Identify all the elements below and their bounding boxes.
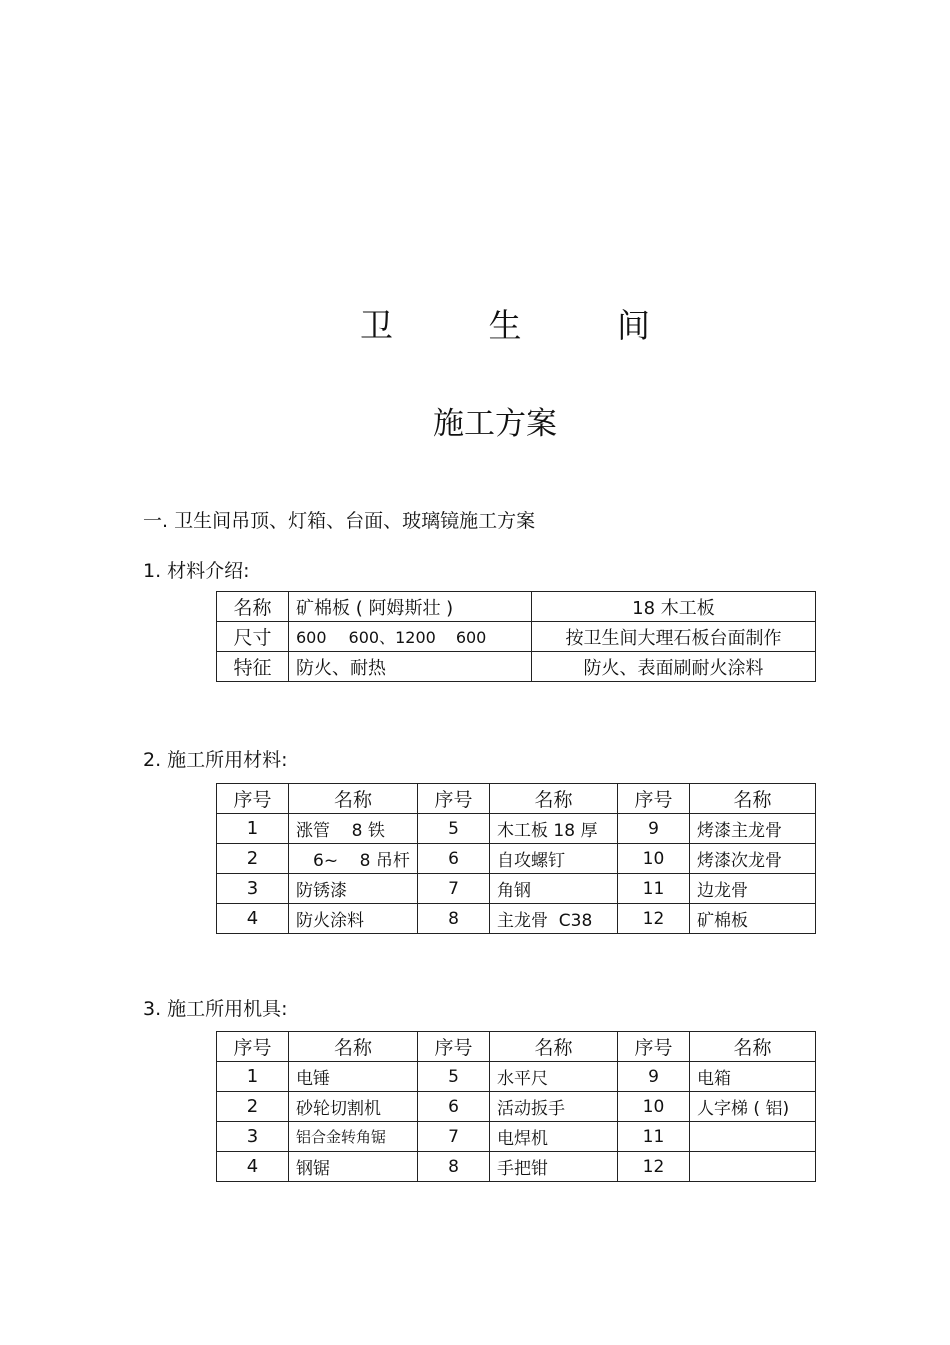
column-header: 序号 xyxy=(217,1032,289,1062)
section-heading: 一. 卫生间吊顶、灯箱、台面、玻璃镜施工方案 xyxy=(143,510,536,532)
document-subtitle: 施工方案 xyxy=(433,406,557,442)
title-char: 间 xyxy=(617,306,650,345)
table-cell xyxy=(690,1122,816,1152)
table-cell: 1 xyxy=(217,814,289,844)
table-cell: 9 xyxy=(618,1062,690,1092)
table-cell: 砂轮切割机 xyxy=(289,1092,418,1122)
table-cell: 2 xyxy=(217,1092,289,1122)
table-cell: 8 xyxy=(418,904,490,934)
table-cell: 防锈漆 xyxy=(289,874,418,904)
table-cell: 12 xyxy=(618,904,690,934)
table-cell: 8 xyxy=(418,1152,490,1182)
table-cell: 人字梯 ( 铝) xyxy=(690,1092,816,1122)
table-cell: 防火、表面刷耐火涂料 xyxy=(532,652,816,682)
size-value: 600 xyxy=(455,628,487,647)
table-cell: 6~ 8 吊杆 xyxy=(289,844,418,874)
size-value: 600 xyxy=(296,628,327,647)
column-header: 名称 xyxy=(690,1032,816,1062)
table-cell: 电锤 xyxy=(289,1062,418,1092)
table-cell: 手把钳 xyxy=(490,1152,618,1182)
table-cell: 4 xyxy=(217,1152,289,1182)
table-cell: 11 xyxy=(618,1122,690,1152)
table-cell: 边龙骨 xyxy=(690,874,816,904)
table-header-row xyxy=(217,1032,816,1062)
column-header: 名称 xyxy=(289,784,418,814)
table-cell: 烤漆次龙骨 xyxy=(690,844,816,874)
table-cell: 3 xyxy=(217,1122,289,1152)
table-header-row xyxy=(217,784,816,814)
table-row xyxy=(217,1152,816,1182)
table-cell: 涨管 8 铁 xyxy=(289,814,418,844)
table-cell: 烤漆主龙骨 xyxy=(690,814,816,844)
column-header: 名称 xyxy=(289,1032,418,1062)
table-row xyxy=(217,592,816,622)
table-cell: 名称 xyxy=(217,592,289,622)
column-header: 序号 xyxy=(618,784,690,814)
table-row xyxy=(217,1092,816,1122)
table-cell: 12 xyxy=(618,1152,690,1182)
column-header: 名称 xyxy=(490,784,618,814)
table-cell: 防火、耐热 xyxy=(289,652,532,682)
column-header: 序号 xyxy=(217,784,289,814)
tools-table xyxy=(216,1031,816,1182)
table-cell: 3 xyxy=(217,874,289,904)
table-cell: 5 xyxy=(418,1062,490,1092)
column-header: 序号 xyxy=(618,1032,690,1062)
table-cell xyxy=(289,622,532,652)
subsection-heading-materials: 2. 施工所用材料: xyxy=(143,749,288,771)
table-row xyxy=(217,1122,816,1152)
document-title xyxy=(360,300,650,347)
materials-intro-table xyxy=(216,591,816,682)
column-header: 名称 xyxy=(690,784,816,814)
subsection-heading-tools: 3. 施工所用机具: xyxy=(143,998,288,1020)
table-cell: 活动扳手 xyxy=(490,1092,618,1122)
table-cell: 钢锯 xyxy=(289,1152,418,1182)
column-header: 序号 xyxy=(418,784,490,814)
table-row xyxy=(217,814,816,844)
table-cell: 6 xyxy=(418,844,490,874)
table-cell: 木工板 18 厚 xyxy=(490,814,618,844)
table-cell: 矿棉板 ( 阿姆斯壮 ) xyxy=(289,592,532,622)
table-cell: 主龙骨 C38 xyxy=(490,904,618,934)
table-cell xyxy=(690,1152,816,1182)
column-header: 名称 xyxy=(490,1032,618,1062)
table-cell: 6 xyxy=(418,1092,490,1122)
table-row xyxy=(217,844,816,874)
table-cell: 按卫生间大理石板台面制作 xyxy=(532,622,816,652)
title-char: 生 xyxy=(488,306,522,345)
table-cell: 10 xyxy=(618,1092,690,1122)
table-row xyxy=(217,904,816,934)
title-char: 卫 xyxy=(360,306,393,345)
table-cell: 自攻螺钉 xyxy=(490,844,618,874)
table-cell: 尺寸 xyxy=(217,622,289,652)
table-row xyxy=(217,652,816,682)
table-cell: 电箱 xyxy=(690,1062,816,1092)
table-row xyxy=(217,1062,816,1092)
table-row xyxy=(217,622,816,652)
table-cell: 铝合金转角锯 xyxy=(289,1122,418,1152)
table-row xyxy=(217,874,816,904)
table-cell: 10 xyxy=(618,844,690,874)
table-cell: 7 xyxy=(418,874,490,904)
column-header: 序号 xyxy=(418,1032,490,1062)
table-cell: 角钢 xyxy=(490,874,618,904)
table-cell: 水平尺 xyxy=(490,1062,618,1092)
subsection-heading-materials-intro: 1. 材料介绍: xyxy=(143,560,250,582)
table-cell: 4 xyxy=(217,904,289,934)
table-cell: 9 xyxy=(618,814,690,844)
table-cell: 18 木工板 xyxy=(532,592,816,622)
table-cell: 特征 xyxy=(217,652,289,682)
table-cell: 2 xyxy=(217,844,289,874)
table-cell: 矿棉板 xyxy=(690,904,816,934)
table-cell: 防火涂料 xyxy=(289,904,418,934)
table-cell: 11 xyxy=(618,874,690,904)
table-cell: 5 xyxy=(418,814,490,844)
size-value: 600、1200 xyxy=(348,628,436,647)
table-cell: 电焊机 xyxy=(490,1122,618,1152)
table-cell: 1 xyxy=(217,1062,289,1092)
materials-table xyxy=(216,783,816,934)
table-cell: 7 xyxy=(418,1122,490,1152)
